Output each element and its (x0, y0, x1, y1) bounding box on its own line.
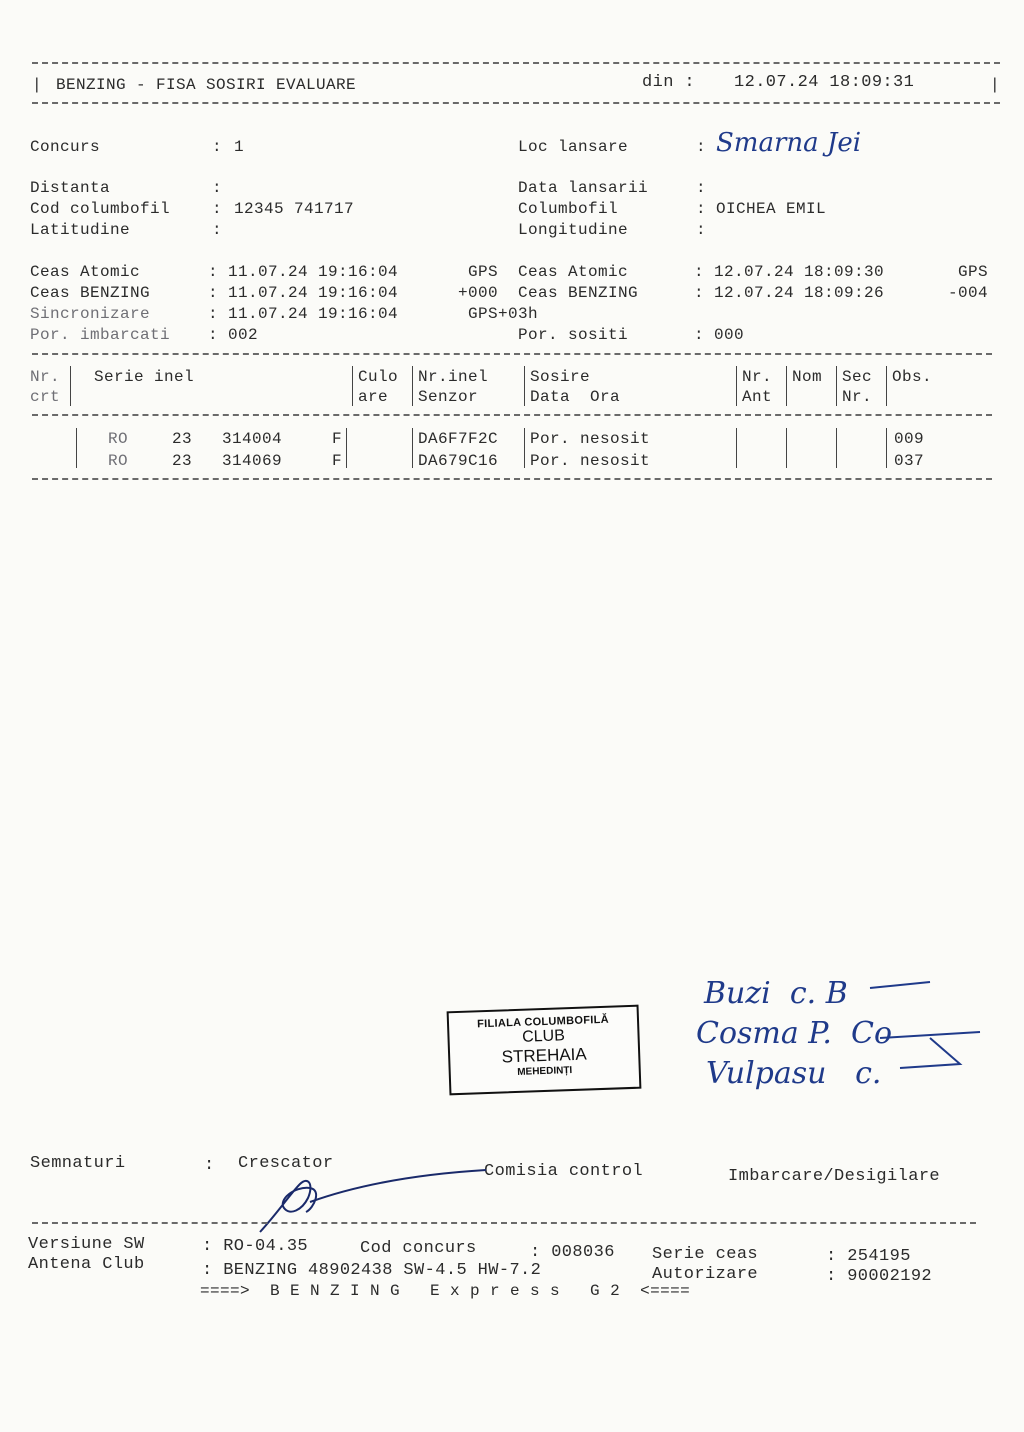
th-obs: Obs. (892, 368, 933, 386)
table-header-rule (32, 414, 992, 416)
committee-signature-1: Buzi c. B (704, 976, 848, 1011)
field-cod-columbofil-value: 12345 741717 (234, 200, 355, 218)
th-nom: Nom (792, 368, 823, 386)
th-serie-inel: Serie inel (94, 368, 195, 386)
row2-arrival: Por. nesosit (530, 452, 651, 470)
clock-right-atomic-value: : 12.07.24 18:09:30 (694, 263, 885, 281)
footer-rule (32, 1222, 976, 1224)
clock-left-benzing-suffix: +000 (458, 284, 499, 302)
th-nr-inel-2: Senzor (418, 388, 479, 406)
clock-right-sositi-label: Por. sositi (518, 326, 629, 344)
clock-left-atomic-label: Ceas Atomic (30, 263, 141, 281)
signatures-imbarcare: Imbarcare/Desigilare (728, 1167, 941, 1186)
th-culoare-1: Culo (358, 368, 399, 386)
row1-sex: F (332, 430, 343, 448)
row1-year: 23 (172, 430, 193, 448)
header-din-value: 12.07.24 18:09:31 (734, 73, 915, 92)
th-sec-nr-2: Nr. (842, 388, 873, 406)
row2-year: 23 (172, 452, 193, 470)
stamp-line2: CLUB (521, 1027, 566, 1046)
header-top-rule (32, 62, 1000, 64)
tb-divider (412, 428, 413, 468)
row1-obs: 009 (894, 430, 925, 448)
clock-right-benzing-suffix: -004 (948, 284, 989, 302)
clock-left-sync-suffix: GPS+03h (468, 305, 539, 323)
field-loc-lansare-label: Loc lansare (518, 138, 629, 156)
committee-scribble-icon (860, 968, 990, 1088)
committee-signature-2: Cosma P. Co (696, 1016, 893, 1051)
th-nr-crt-2: crt (30, 388, 61, 406)
clock-left-imbarcati-value: : 002 (208, 326, 259, 344)
field-cod-columbofil-sep: : (212, 200, 223, 218)
field-longitudine-label: Longitudine (518, 221, 629, 239)
crescator-signature-icon (250, 1164, 490, 1238)
row1-country: RO (108, 430, 129, 448)
footer-antena-label: Antena Club (28, 1255, 145, 1274)
field-columbofil-value: OICHEA EMIL (716, 200, 827, 218)
clock-left-sync-label: Sincronizare (30, 305, 151, 323)
th-divider (786, 366, 787, 406)
header-right-bar: | (990, 76, 1001, 94)
th-nr-ant-2: Ant (742, 388, 773, 406)
field-longitudine-sep: : (696, 221, 707, 239)
field-latitudine-sep: : (212, 221, 223, 239)
signatures-crescator: Crescator (238, 1154, 334, 1173)
table-top-rule (32, 353, 992, 355)
stamp-line3: STREHAIA (501, 1044, 588, 1067)
signatures-comisia: Comisia control (484, 1162, 644, 1181)
row2-obs: 037 (894, 452, 925, 470)
footer-serie-ceas-label: Serie ceas (652, 1245, 759, 1264)
header-din-label: din : (642, 73, 696, 92)
signatures-label: Semnaturi (30, 1154, 126, 1173)
field-distanta-label: Distanta (30, 179, 111, 197)
field-concurs-value: 1 (234, 138, 245, 156)
clock-right-benzing-value: : 12.07.24 18:09:26 (694, 284, 885, 302)
clock-left-benzing-value: : 11.07.24 19:16:04 (208, 284, 399, 302)
row1-sensor: DA6F7F2C (418, 430, 499, 448)
th-divider (736, 366, 737, 406)
field-data-lansarii-label: Data lansarii (518, 179, 649, 197)
clock-left-atomic-suffix: GPS (468, 263, 499, 281)
footer-banner: ====> B E N Z I N G E x p r e s s G 2 <==== (200, 1282, 691, 1300)
row2-sex: F (332, 452, 343, 470)
field-columbofil-label: Columbofil (518, 200, 619, 218)
th-divider (524, 366, 525, 406)
field-latitudine-label: Latitudine (30, 221, 131, 239)
footer-cod-concurs-label: Cod concurs (360, 1239, 477, 1258)
footer-serie-ceas-value: : 254195 (826, 1247, 911, 1266)
clock-left-sync-value: : 11.07.24 19:16:04 (208, 305, 399, 323)
footer-autorizare-label: Autorizare (652, 1265, 759, 1284)
th-sec-nr-1: Sec (842, 368, 873, 386)
clock-left-atomic-value: : 11.07.24 19:16:04 (208, 263, 399, 281)
th-divider (412, 366, 413, 406)
footer-versiune-label: Versiune SW (28, 1235, 145, 1254)
footer-cod-concurs-value: : 008036 (530, 1243, 615, 1262)
clock-right-sositi-value: : 000 (694, 326, 745, 344)
th-divider (836, 366, 837, 406)
footer-versiune-value: : RO-04.35 (202, 1237, 309, 1256)
clock-right-atomic-label: Ceas Atomic (518, 263, 629, 281)
table-bottom-rule (32, 478, 992, 480)
row2-sensor: DA679C16 (418, 452, 499, 470)
stamp-line4: MEHEDINȚI (517, 1065, 573, 1078)
th-nr-inel-1: Nr.inel (418, 368, 489, 386)
tb-divider (836, 428, 837, 468)
tb-divider (736, 428, 737, 468)
club-stamp (447, 1005, 642, 1096)
th-nr-crt-1: Nr. (30, 368, 61, 386)
row1-ring: 314004 (222, 430, 283, 448)
signatures-sep: : (204, 1156, 215, 1175)
row2-country: RO (108, 452, 129, 470)
footer-antena-value: : BENZING 48902438 SW-4.5 HW-7.2 (202, 1261, 542, 1280)
clock-right-benzing-label: Ceas BENZING (518, 284, 639, 302)
field-columbofil-sep: : (696, 200, 707, 218)
tb-divider (524, 428, 525, 468)
th-nr-ant-1: Nr. (742, 368, 773, 386)
th-sosire-1: Sosire (530, 368, 591, 386)
footer-autorizare-value: : 90002192 (826, 1267, 933, 1286)
field-cod-columbofil-label: Cod columbofil (30, 200, 171, 218)
th-divider (352, 366, 353, 406)
row2-ring: 314069 (222, 452, 283, 470)
stamp-line1: FILIALA COLUMBOFILĂ (476, 1013, 610, 1031)
tb-divider (786, 428, 787, 468)
field-distanta-sep: : (212, 179, 223, 197)
handwritten-loc-lansare: Smarna Jei (716, 128, 862, 158)
clock-left-imbarcati-label: Por. imbarcati (30, 326, 171, 344)
header-title: BENZING - FISA SOSIRI EVALUARE (56, 76, 357, 94)
tb-divider (346, 428, 347, 468)
header-left-bar: | (32, 76, 43, 94)
clock-right-atomic-suffix: GPS (958, 263, 989, 281)
th-culoare-2: are (358, 388, 389, 406)
row1-arrival: Por. nesosit (530, 430, 651, 448)
field-concurs-sep: : (212, 138, 223, 156)
tb-divider (886, 428, 887, 468)
header-bottom-rule (32, 102, 1000, 104)
clock-left-benzing-label: Ceas BENZING (30, 284, 151, 302)
field-concurs-label: Concurs (30, 138, 101, 156)
field-loc-lansare-sep: : (696, 138, 707, 156)
th-divider (70, 366, 71, 406)
th-sosire-2: Data Ora (530, 388, 621, 406)
committee-signature-3: Vulpasu c. (706, 1056, 882, 1091)
tb-divider (76, 428, 77, 468)
field-data-lansarii-sep: : (696, 179, 707, 197)
th-divider (886, 366, 887, 406)
